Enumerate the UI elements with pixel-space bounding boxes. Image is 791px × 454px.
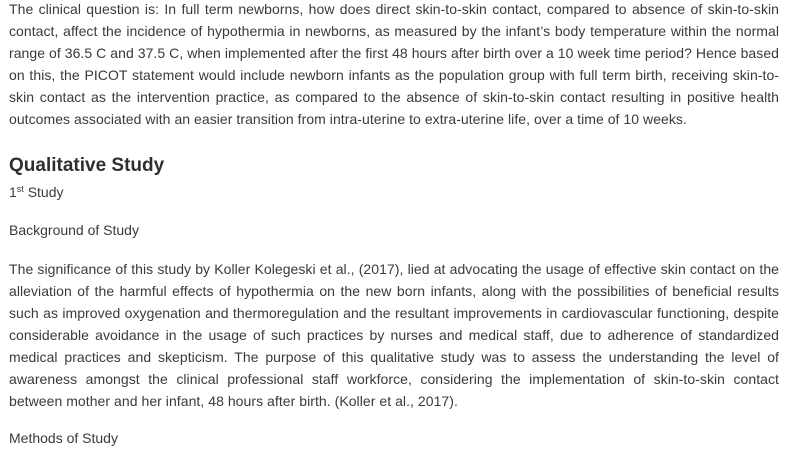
study-number [9, 182, 64, 202]
methods-heading: Methods of Study [9, 430, 118, 446]
background-paragraph: The significance of this study by Koller Kolegeski et al., (2017), lied at advocating the usage of effective skin contact on the alleviation of the harmful effects of hypothermia on the new born infants, along with the possibilities of beneficial results such as improved oxygenation and thermoregulation and the resultant improvements in cardiovascular functioning, despite considerable avoidance in the usage of such practices by nurses and medical staff, due to adherence of standardized medical practices and skepticism. The purpose of this qualitative study was to assess the understanding the level of awareness amongst the clinical professional staff workforce, considering the implementation of skin-to-skin contact between mother and her infant, 48 hours after birth. (Koller et al., 2017). [9, 261, 779, 409]
study-number-suffix: st [16, 184, 24, 194]
background-heading: Background of Study [9, 222, 139, 238]
study-number-value: 1 [9, 184, 17, 200]
intro-paragraph: The clinical question is: In full term newborns, how does direct skin-to-skin contact, compared to absence of skin-to-skin contact, affect the incidence of hypothermia in newborns, as measured by the infant’s body temperature within the normal range of 36.5 C and 37.5 C, when implemented after the first 48 hours after birth over a 10 week time period? Hence based on this, the PICOT statement would include newborn infants as the population group with full term birth, receiving skin-to-skin contact as the intervention practice, as compared to the absence of skin-to-skin contact resulting in positive health outcomes associated with an easier transition from intra-uterine to extra-uterine life, over a time of 10 weeks. [9, 1, 779, 127]
study-number-label: Study [23, 184, 64, 200]
section-heading: Qualitative Study [9, 155, 165, 176]
